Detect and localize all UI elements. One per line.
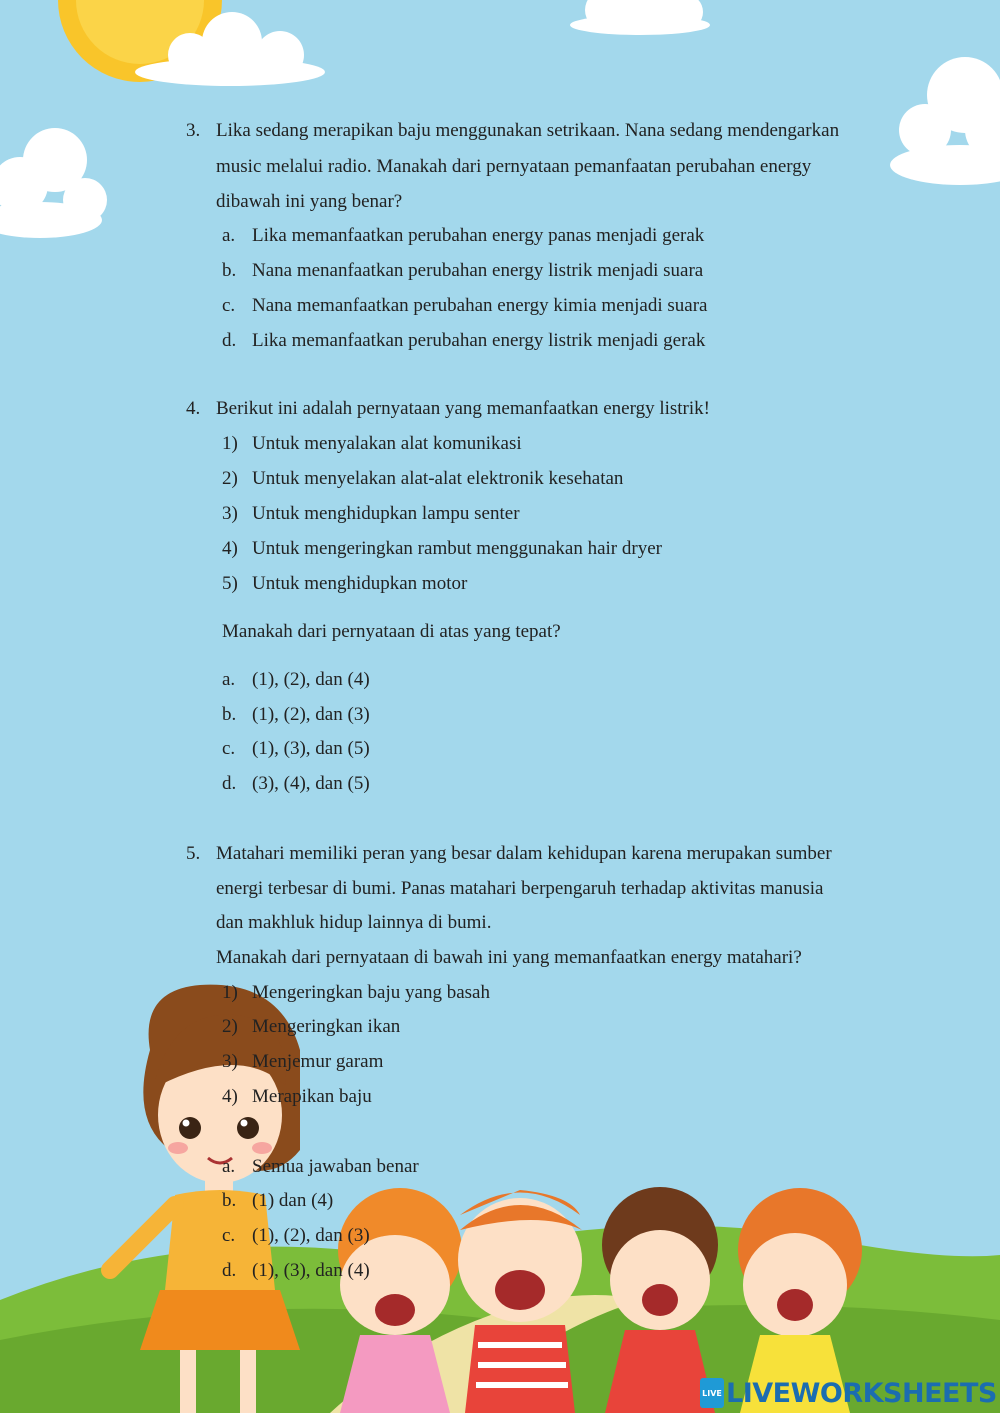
- question-text: energi terbesar di bumi. Panas matahari berpengaruh terhadap aktivitas manusia: [216, 878, 824, 899]
- question-text: dan makhluk hidup lainnya di bumi.: [216, 912, 492, 933]
- statement-item: 3) Untuk menghidupkan lampu senter: [222, 503, 520, 524]
- question-text: music melalui radio. Manakah dari pernyataan pemanfaatan perubahan energy: [216, 156, 812, 177]
- liveworksheets-logo-icon: LIVE: [700, 1378, 724, 1408]
- answer-option-c[interactable]: c. Nana memanfaatkan perubahan energy kimia menjadi suara: [222, 295, 708, 316]
- question-number: 5.: [186, 843, 201, 864]
- answer-option-c[interactable]: c. (1), (2), dan (3): [222, 1225, 370, 1246]
- answer-option-a[interactable]: a. (1), (2), dan (4): [222, 669, 370, 690]
- liveworksheets-logo[interactable]: [700, 1376, 997, 1410]
- question-text: Manakah dari pernyataan di bawah ini yang memanfaatkan energy matahari?: [216, 947, 802, 968]
- answer-option-c[interactable]: c. (1), (3), dan (5): [222, 738, 370, 759]
- answer-option-b[interactable]: b. Nana menanfaatkan perubahan energy listrik menjadi suara: [222, 260, 704, 281]
- statement-item: 3) Menjemur garam: [222, 1051, 384, 1072]
- statement-item: 5) Untuk menghidupkan motor: [222, 573, 468, 594]
- answer-option-b[interactable]: b. (1), (2), dan (3): [222, 704, 370, 725]
- answer-option-a[interactable]: a. Semua jawaban benar: [222, 1156, 419, 1177]
- answer-option-d[interactable]: d. (1), (3), dan (4): [222, 1260, 370, 1281]
- statement-item: 1) Mengeringkan baju yang basah: [222, 982, 490, 1003]
- question-text: Lika sedang merapikan baju menggunakan setrikaan. Nana sedang mendengarkan: [216, 120, 840, 141]
- question-text: Berikut ini adalah pernyataan yang memanfaatkan energy listrik!: [216, 398, 710, 419]
- statement-item: 2) Untuk menyelakan alat-alat elektronik kesehatan: [222, 468, 624, 489]
- question-text: Matahari memiliki peran yang besar dalam kehidupan karena merupakan sumber: [216, 843, 832, 864]
- question-text: dibawah ini yang benar?: [216, 191, 403, 212]
- question-number: 4.: [186, 398, 201, 419]
- question-number: 3.: [186, 120, 201, 141]
- brand-name: LIVEWORKSHEETS: [726, 1377, 997, 1409]
- statement-item: 4) Merapikan baju: [222, 1086, 372, 1107]
- statement-item: 1) Untuk menyalakan alat komunikasi: [222, 433, 522, 454]
- answer-option-d[interactable]: d. (3), (4), dan (5): [222, 773, 370, 794]
- answer-option-b[interactable]: b. (1) dan (4): [222, 1190, 334, 1211]
- statement-item: 2) Mengeringkan ikan: [222, 1016, 401, 1037]
- answer-option-d[interactable]: d. Lika memanfaatkan perubahan energy listrik menjadi gerak: [222, 330, 706, 351]
- statement-item: 4) Untuk mengeringkan rambut menggunakan hair dryer: [222, 538, 662, 559]
- question-prompt: Manakah dari pernyataan di atas yang tepat?: [222, 621, 561, 642]
- answer-option-a[interactable]: a. Lika memanfaatkan perubahan energy panas menjadi gerak: [222, 225, 705, 246]
